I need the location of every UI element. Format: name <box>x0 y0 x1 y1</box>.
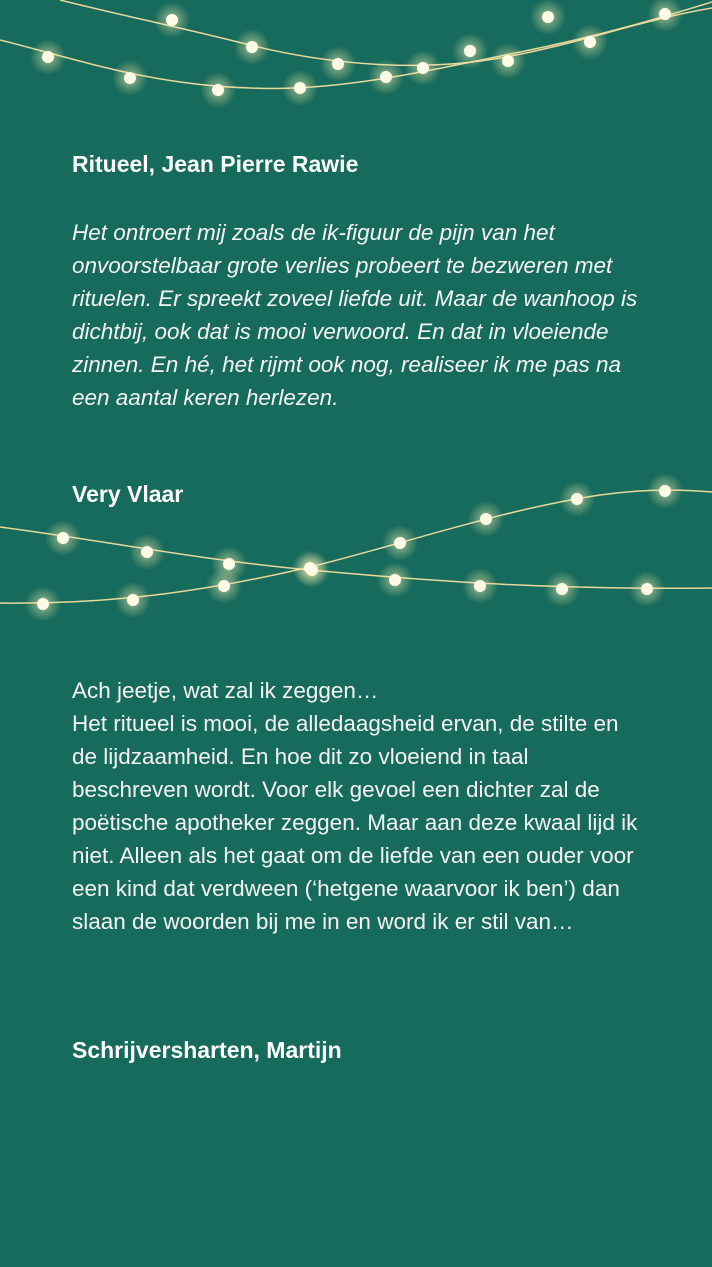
bulb-glow <box>368 59 404 95</box>
bulb <box>584 36 596 48</box>
bulb <box>480 513 492 525</box>
section-title-schrijversharten: Schrijversharten, Martijn <box>72 1037 342 1063</box>
bulb <box>141 546 153 558</box>
bulb-glow <box>629 571 665 607</box>
section-title-very-vlaar: Very Vlaar <box>72 481 184 507</box>
bulb-glow <box>377 562 413 598</box>
bulb-glow <box>45 520 81 556</box>
bulb-glow <box>30 39 66 75</box>
review-text-2-body: Het ritueel is mooi, de alledaagsheid ervan, de stilte en de lijdzaamheid. En hoe dit zo vloeiend in taal beschreven wordt. Voor elk gevoel een dichter zal de poëtische apotheker zeggen. Maar aan deze kwaal lijd ik niet. Alleen als het gaat om de liefde van een ouder voor een kind dat verdween (‘hetgene waarvoor ik ben’) dan slaan de woorden bij me in en word ik er stil van… <box>72 711 638 934</box>
bulb <box>542 11 554 23</box>
review-text-2-opening: Ach jeetje, wat zal ik zeggen… <box>72 678 379 703</box>
review-text-1: Het ontroert mij zoals de ik-figuur de pijn van het onvoorstelbaar grote verlies probeert te bezweren met rituelen. Er spreekt zoveel liefde uit. Maar de wanhoop is dichtbij, ook dat is mooi verwoord. En dat in vloeiende zinnen. En hé, het rijmt ook nog, realiseer ik me pas na een aantal keren herlezen. <box>72 220 638 410</box>
bulb-glow <box>452 33 488 69</box>
bulb <box>641 583 653 595</box>
bulb-glow <box>647 473 683 509</box>
bulb <box>166 14 178 26</box>
bulb-glow <box>206 568 242 604</box>
bulb-glow <box>530 0 566 35</box>
bulb <box>218 580 230 592</box>
bulb-glow <box>129 534 165 570</box>
bulb <box>502 55 514 67</box>
bulb-glow <box>154 2 190 38</box>
bulb-glow <box>25 586 61 620</box>
section-title-ritueel: Ritueel, Jean Pierre Rawie <box>72 151 359 177</box>
bulb-glow <box>490 43 526 79</box>
bulb-glow <box>211 546 247 582</box>
bulb <box>464 45 476 57</box>
bulb-glow <box>292 550 328 586</box>
bulb <box>223 558 235 570</box>
bulb <box>57 532 69 544</box>
bulb-glow <box>320 46 356 82</box>
bulb <box>304 562 316 574</box>
string-lights-icon <box>0 0 712 110</box>
bulb <box>659 8 671 20</box>
bulb-glow <box>462 568 498 604</box>
bulb <box>37 598 49 610</box>
bulb-glow <box>234 29 270 65</box>
bulb <box>380 71 392 83</box>
bulb <box>659 485 671 497</box>
bulb <box>474 580 486 592</box>
bulb-glow <box>294 552 330 588</box>
bulb-glow <box>112 60 148 96</box>
bulb-glow <box>382 525 418 561</box>
bulb <box>246 41 258 53</box>
bulb <box>212 84 224 96</box>
bulb-glow <box>544 571 580 607</box>
bulb-glow <box>572 24 608 60</box>
bulb <box>332 58 344 70</box>
bulb <box>306 564 318 576</box>
bulb <box>556 583 568 595</box>
bulb-glow <box>405 50 441 86</box>
bulb <box>389 574 401 586</box>
bulb-glow <box>115 582 151 618</box>
bulb <box>127 594 139 606</box>
bulb <box>124 72 136 84</box>
bulb-glow <box>200 72 236 108</box>
bulb-glow <box>282 70 318 106</box>
bulb-glow <box>647 0 683 32</box>
bulb <box>417 62 429 74</box>
bulb <box>42 51 54 63</box>
bulb <box>394 537 406 549</box>
bulb <box>294 82 306 94</box>
review-text-2 <box>72 674 647 938</box>
